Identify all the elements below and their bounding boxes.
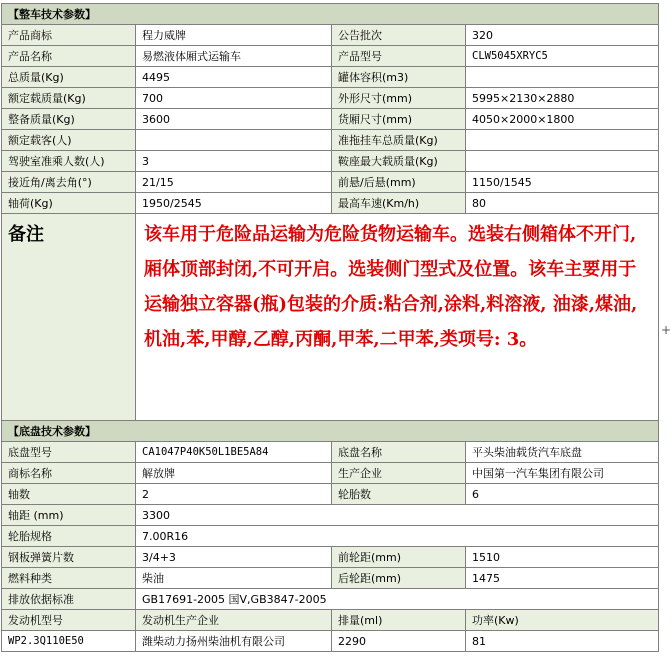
param-label: 前轮距(mm) bbox=[332, 547, 466, 568]
param-label: 额定载客(人) bbox=[2, 130, 136, 151]
param-label: 接近角/离去角(°) bbox=[2, 172, 136, 193]
param-label: 鞍座最大载质量(Kg) bbox=[332, 151, 466, 172]
spec-table bbox=[1, 3, 659, 652]
param-value: 7.00R16 bbox=[136, 526, 659, 547]
param-value: 3300 bbox=[136, 505, 659, 526]
param-value: 21/15 bbox=[136, 172, 332, 193]
param-label: 驾驶室准乘人数(人) bbox=[2, 151, 136, 172]
table-row bbox=[2, 526, 659, 547]
param-label: 生产企业 bbox=[332, 463, 466, 484]
table-row bbox=[2, 130, 659, 151]
engine-header-cell: 排量(ml) bbox=[332, 610, 466, 631]
param-value bbox=[466, 151, 659, 172]
param-label: 额定载质量(Kg) bbox=[2, 88, 136, 109]
param-value bbox=[466, 130, 659, 151]
plus-icon: + bbox=[661, 323, 671, 337]
engine-cell: 潍柴动力扬州柴油机有限公司 bbox=[136, 631, 332, 652]
table-row bbox=[2, 463, 659, 484]
param-label: 轮胎数 bbox=[332, 484, 466, 505]
param-value: 程力威牌 bbox=[136, 25, 332, 46]
table-row bbox=[2, 172, 659, 193]
param-value: 3 bbox=[136, 151, 332, 172]
table-row bbox=[2, 109, 659, 130]
spec-sheet bbox=[1, 3, 658, 652]
param-label: 产品型号 bbox=[332, 46, 466, 67]
engine-cell: WP2.3Q110E50 bbox=[2, 631, 136, 652]
remarks-text: 该车用于危险品运输为危险货物运输车。选装右侧箱体不开门,厢体顶部封闭,不可开启。选装侧门型式及位置。该车主要用于运输独立容器(瓶)包装的介质:粘合剂,涂料,料溶液, 油漆,煤油,机油,苯,甲醇,乙醇,丙酮,甲苯,二甲苯,类项号: 3。 bbox=[136, 214, 659, 421]
engine-cell: 2290 bbox=[332, 631, 466, 652]
param-label: 轴距 (mm) bbox=[2, 505, 136, 526]
param-value: 4495 bbox=[136, 67, 332, 88]
param-value: CA1047P40K50L1BE5A84 bbox=[136, 442, 332, 463]
param-value: 解放牌 bbox=[136, 463, 332, 484]
param-label: 最高车速(Km/h) bbox=[332, 193, 466, 214]
chassis-section-title: 【底盘技术参数】 bbox=[2, 421, 659, 442]
param-label: 排放依据标准 bbox=[2, 589, 136, 610]
table-row bbox=[2, 568, 659, 589]
remarks-label: 备注 bbox=[2, 214, 136, 421]
param-value: 3600 bbox=[136, 109, 332, 130]
table-row bbox=[2, 151, 659, 172]
param-value: 2 bbox=[136, 484, 332, 505]
param-label: 轴荷(Kg) bbox=[2, 193, 136, 214]
table-row bbox=[2, 484, 659, 505]
param-label: 产品名称 bbox=[2, 46, 136, 67]
param-value bbox=[466, 67, 659, 88]
param-label: 底盘型号 bbox=[2, 442, 136, 463]
vehicle-section-title: 【整车技术参数】 bbox=[2, 4, 659, 25]
engine-header-cell: 功率(Kw) bbox=[466, 610, 659, 631]
remarks-row bbox=[2, 214, 659, 421]
param-value: 4050×2000×1800 bbox=[466, 109, 659, 130]
param-label: 轴数 bbox=[2, 484, 136, 505]
param-label: 货厢尺寸(mm) bbox=[332, 109, 466, 130]
param-label: 罐体容积(m3) bbox=[332, 67, 466, 88]
table-row bbox=[2, 442, 659, 463]
param-value: 柴油 bbox=[136, 568, 332, 589]
param-value: 1510 bbox=[466, 547, 659, 568]
param-value: 易燃液体厢式运输车 bbox=[136, 46, 332, 67]
param-label: 钢板弹簧片数 bbox=[2, 547, 136, 568]
param-label: 轮胎规格 bbox=[2, 526, 136, 547]
param-value: 1475 bbox=[466, 568, 659, 589]
param-value: 1150/1545 bbox=[466, 172, 659, 193]
param-label: 商标名称 bbox=[2, 463, 136, 484]
param-value: 平头柴油载货汽车底盘 bbox=[466, 442, 659, 463]
param-label: 总质量(Kg) bbox=[2, 67, 136, 88]
table-row bbox=[2, 67, 659, 88]
vehicle-section bbox=[2, 4, 659, 421]
table-row bbox=[2, 193, 659, 214]
param-value bbox=[136, 130, 332, 151]
param-value: 320 bbox=[466, 25, 659, 46]
param-label: 后轮距(mm) bbox=[332, 568, 466, 589]
param-value: 6 bbox=[466, 484, 659, 505]
engine-header-cell: 发动机型号 bbox=[2, 610, 136, 631]
chassis-section bbox=[2, 421, 659, 652]
param-label: 底盘名称 bbox=[332, 442, 466, 463]
engine-row bbox=[2, 631, 659, 652]
param-value: 700 bbox=[136, 88, 332, 109]
table-row bbox=[2, 505, 659, 526]
param-value: 80 bbox=[466, 193, 659, 214]
table-row bbox=[2, 46, 659, 67]
param-label: 公告批次 bbox=[332, 25, 466, 46]
param-label: 整备质量(Kg) bbox=[2, 109, 136, 130]
param-value: 中国第一汽车集团有限公司 bbox=[466, 463, 659, 484]
param-label: 准拖挂车总质量(Kg) bbox=[332, 130, 466, 151]
param-label: 产品商标 bbox=[2, 25, 136, 46]
engine-header-cell: 发动机生产企业 bbox=[136, 610, 332, 631]
table-row bbox=[2, 25, 659, 46]
param-value: 1950/2545 bbox=[136, 193, 332, 214]
param-label: 前悬/后悬(mm) bbox=[332, 172, 466, 193]
engine-cell: 81 bbox=[466, 631, 659, 652]
param-label: 燃料种类 bbox=[2, 568, 136, 589]
param-value: CLW5045XRYC5 bbox=[466, 46, 659, 67]
engine-header-row bbox=[2, 610, 659, 631]
param-label: 外形尺寸(mm) bbox=[332, 88, 466, 109]
table-row bbox=[2, 88, 659, 109]
table-row bbox=[2, 589, 659, 610]
param-value: GB17691-2005 国Ⅴ,GB3847-2005 bbox=[136, 589, 659, 610]
param-value: 3/4+3 bbox=[136, 547, 332, 568]
table-row bbox=[2, 547, 659, 568]
param-value: 5995×2130×2880 bbox=[466, 88, 659, 109]
